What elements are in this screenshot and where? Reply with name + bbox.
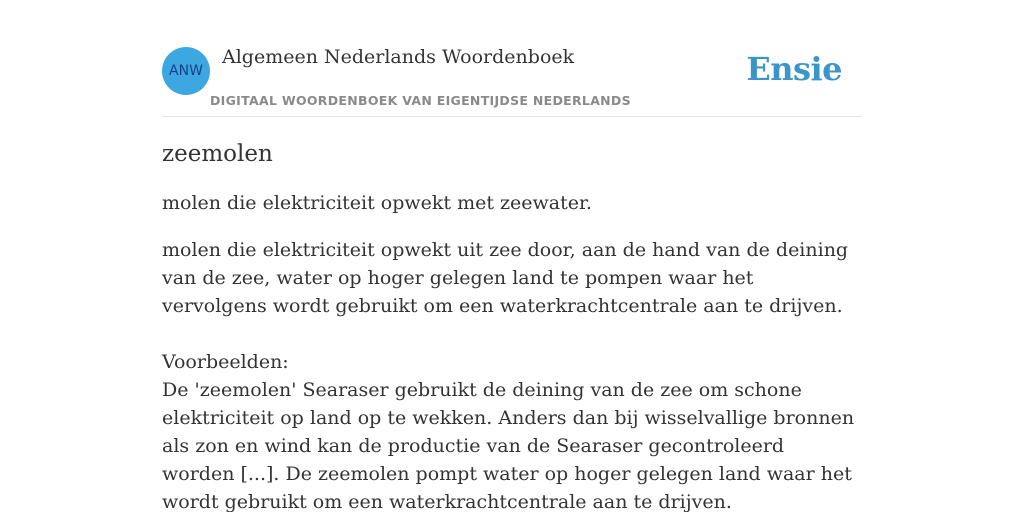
site-subtitle: DIGITAAL WOORDENBOEK VAN EIGENTIJDSE NEDERLANDS	[210, 93, 631, 108]
logo-text: ANW	[169, 63, 203, 79]
description: molen die elektriciteit opwekt uit zee door, aan de hand van de deining van de zee, water op hoger gelegen land te pompen waar het vervolgens wordt gebruikt om een waterkrachtcentrale aan te drijven.	[162, 239, 849, 317]
definition: molen die elektriciteit opwekt met zeewater.	[162, 192, 593, 214]
example-text: De 'zeemolen' Searaser gebruikt de deining van de zee om schone elektriciteit op land op te wekken. Anders dan bij wisselvallige bronnen als zon en wind kan de productie van de Searaser gecontroleerd worden [...]. De zeemolen pompt water op hoger gelegen land waar het wordt gebruikt om een waterkrachtcentrale aan te drijven.	[162, 379, 855, 512]
site-title[interactable]: Algemeen Nederlands Woordenboek	[222, 46, 575, 68]
ensie-brand-logo[interactable]: Ensie	[746, 50, 842, 88]
entry-content	[162, 138, 862, 512]
headword: zeemolen	[162, 141, 273, 167]
examples-heading: Voorbeelden:	[162, 351, 289, 373]
site-header	[162, 46, 862, 117]
anw-logo[interactable]	[162, 47, 210, 95]
